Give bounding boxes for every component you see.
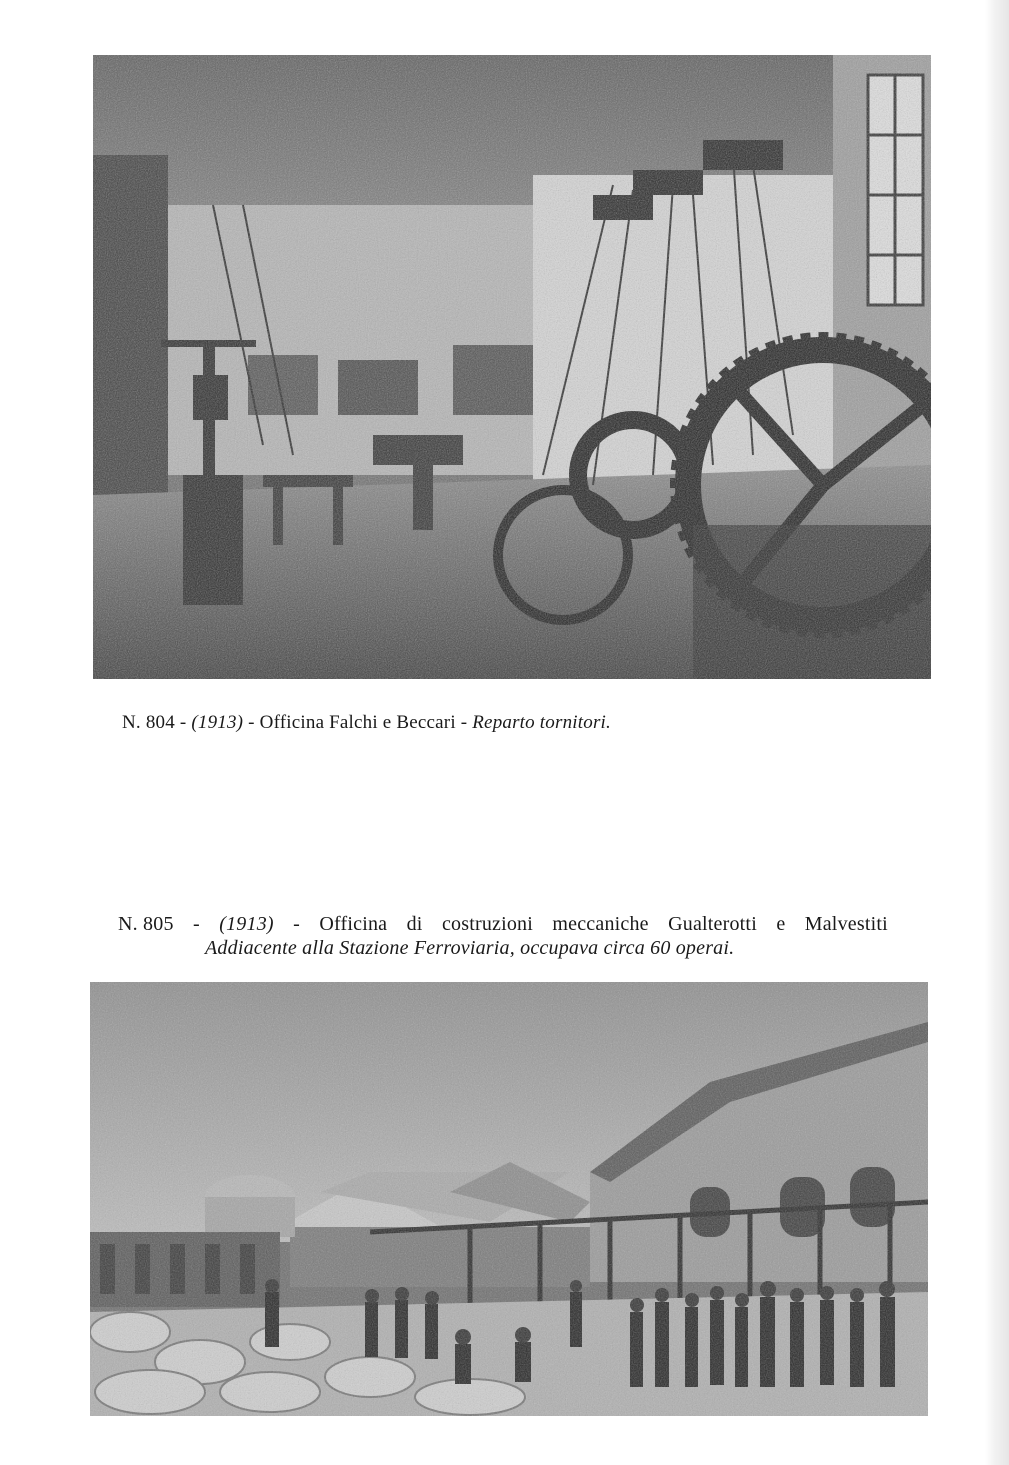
photo-factory-exterior <box>90 982 928 1416</box>
plate-title-word: Gualterotti <box>668 913 757 935</box>
page-edge-shadow <box>985 0 1009 1465</box>
plate-title-word: e <box>776 913 786 935</box>
photo-factory-exterior-image <box>90 982 928 1416</box>
plate-title-word: Malvestiti <box>804 913 888 935</box>
separator: - <box>460 712 468 733</box>
plate-title-word: di <box>406 913 423 935</box>
plate-title: Officina Falchi e Beccari <box>259 712 456 733</box>
caption-804 <box>122 711 611 734</box>
separator: - <box>193 913 200 935</box>
plate-title-word: costruzioni <box>441 913 534 935</box>
plate-number: N. 804 <box>122 712 175 733</box>
plate-title-word: meccaniche <box>552 913 649 935</box>
plate-subtitle: Reparto tornitori. <box>472 712 611 733</box>
separator: - <box>293 913 301 935</box>
plate-year: (1913) <box>219 913 274 935</box>
plate-title-word: Officina <box>319 913 388 935</box>
separator: - <box>179 712 187 733</box>
photo-workshop-interior-image <box>93 55 931 679</box>
caption-805-line1 <box>118 913 888 936</box>
plate-year: (1913) <box>191 712 244 733</box>
caption-805-line2: Addiacente alla Stazione Ferroviaria, occupava circa 60 operai. <box>205 937 735 959</box>
photo-workshop-interior <box>93 55 931 679</box>
plate-number: N. 805 <box>118 913 174 935</box>
separator: - <box>248 712 255 733</box>
